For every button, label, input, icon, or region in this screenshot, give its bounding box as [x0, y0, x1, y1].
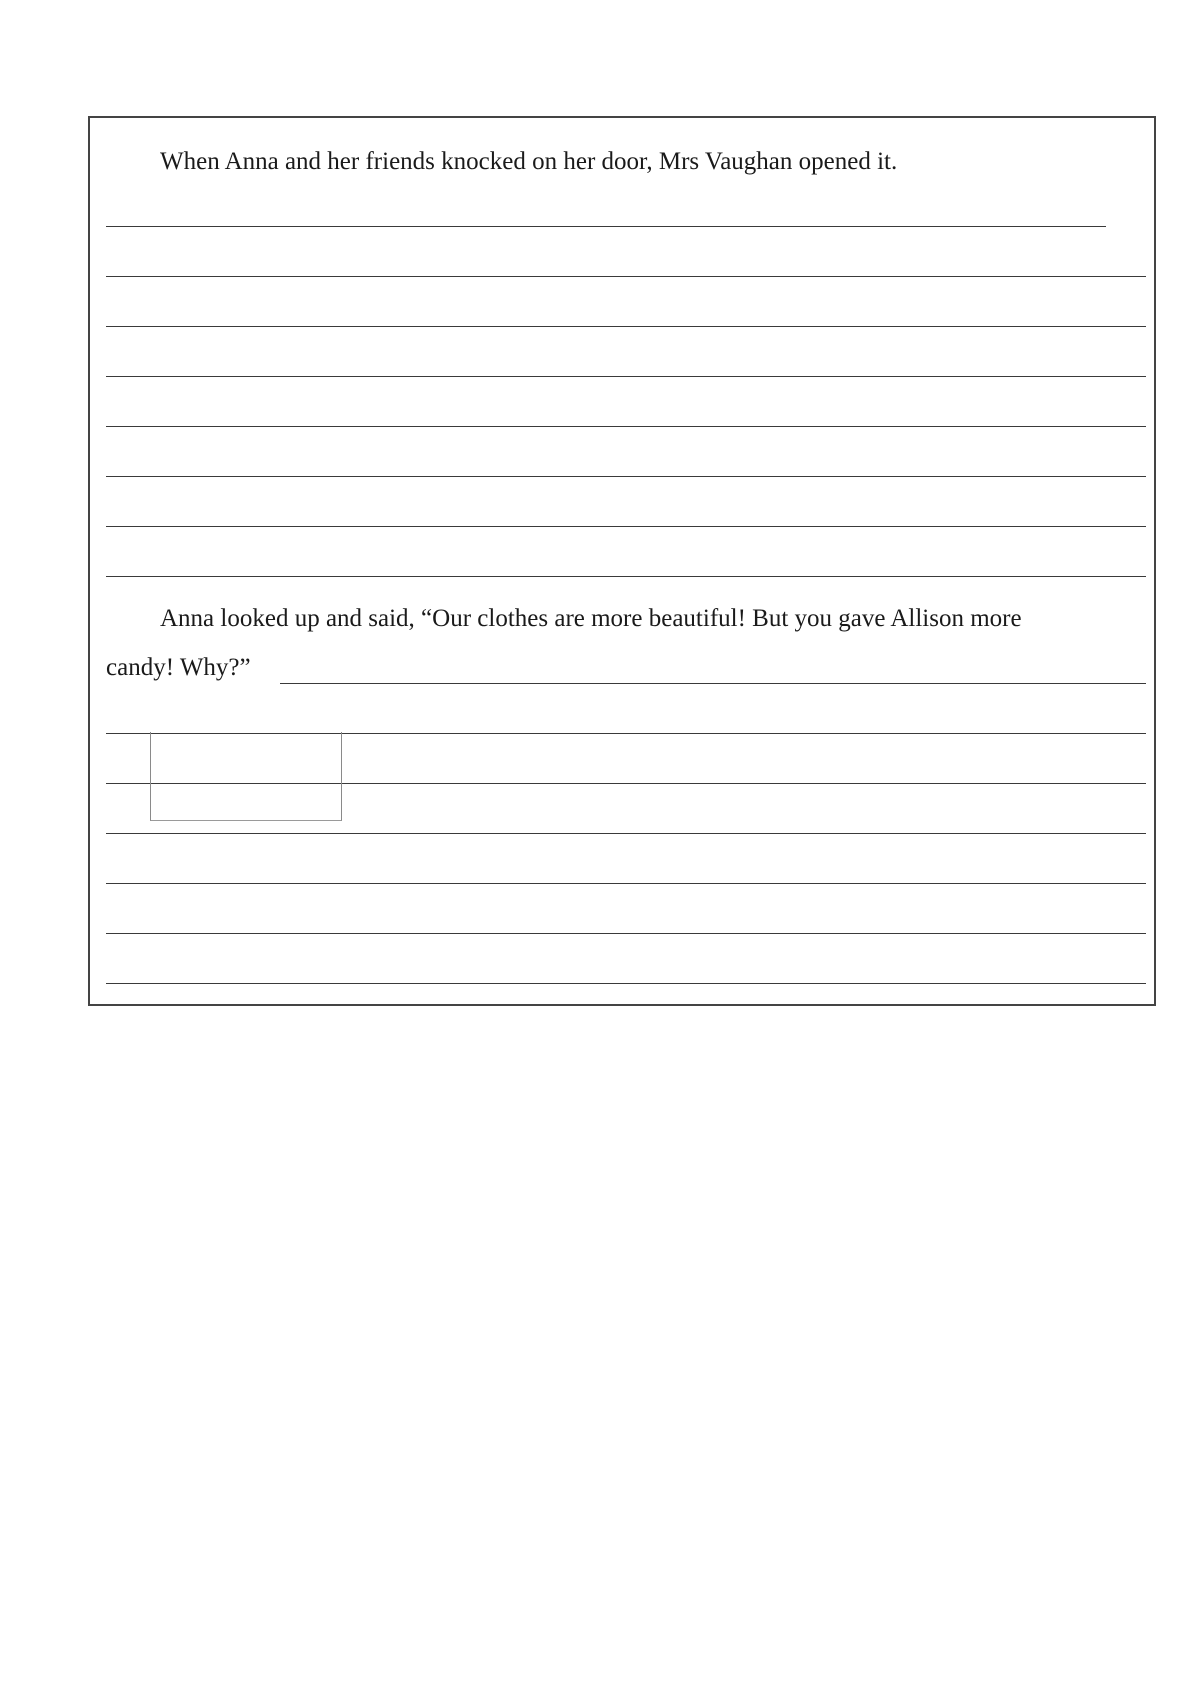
writing-line[interactable]	[280, 683, 1146, 684]
writing-line[interactable]	[106, 426, 1146, 427]
writing-line[interactable]	[106, 326, 1146, 327]
paragraph-one-prompt: When Anna and her friends knocked on her door, Mrs Vaughan opened it.	[160, 148, 898, 175]
writing-line[interactable]	[106, 226, 1106, 227]
writing-line[interactable]	[106, 983, 1146, 984]
paragraph-two-prompt-line-two: candy! Why?”	[106, 654, 251, 681]
writing-line[interactable]	[106, 526, 1146, 527]
writing-line[interactable]	[106, 933, 1146, 934]
writing-box	[88, 116, 1156, 1006]
writing-line[interactable]	[106, 576, 1146, 577]
paragraph-two-prompt-line-one: Anna looked up and said, “Our clothes are more beautiful! But you gave Allison more	[160, 605, 1022, 632]
writing-line[interactable]	[106, 276, 1146, 277]
faint-stamp-box	[150, 732, 342, 821]
writing-line[interactable]	[106, 376, 1146, 377]
writing-line[interactable]	[106, 883, 1146, 884]
writing-line[interactable]	[106, 476, 1146, 477]
writing-line[interactable]	[106, 833, 1146, 834]
